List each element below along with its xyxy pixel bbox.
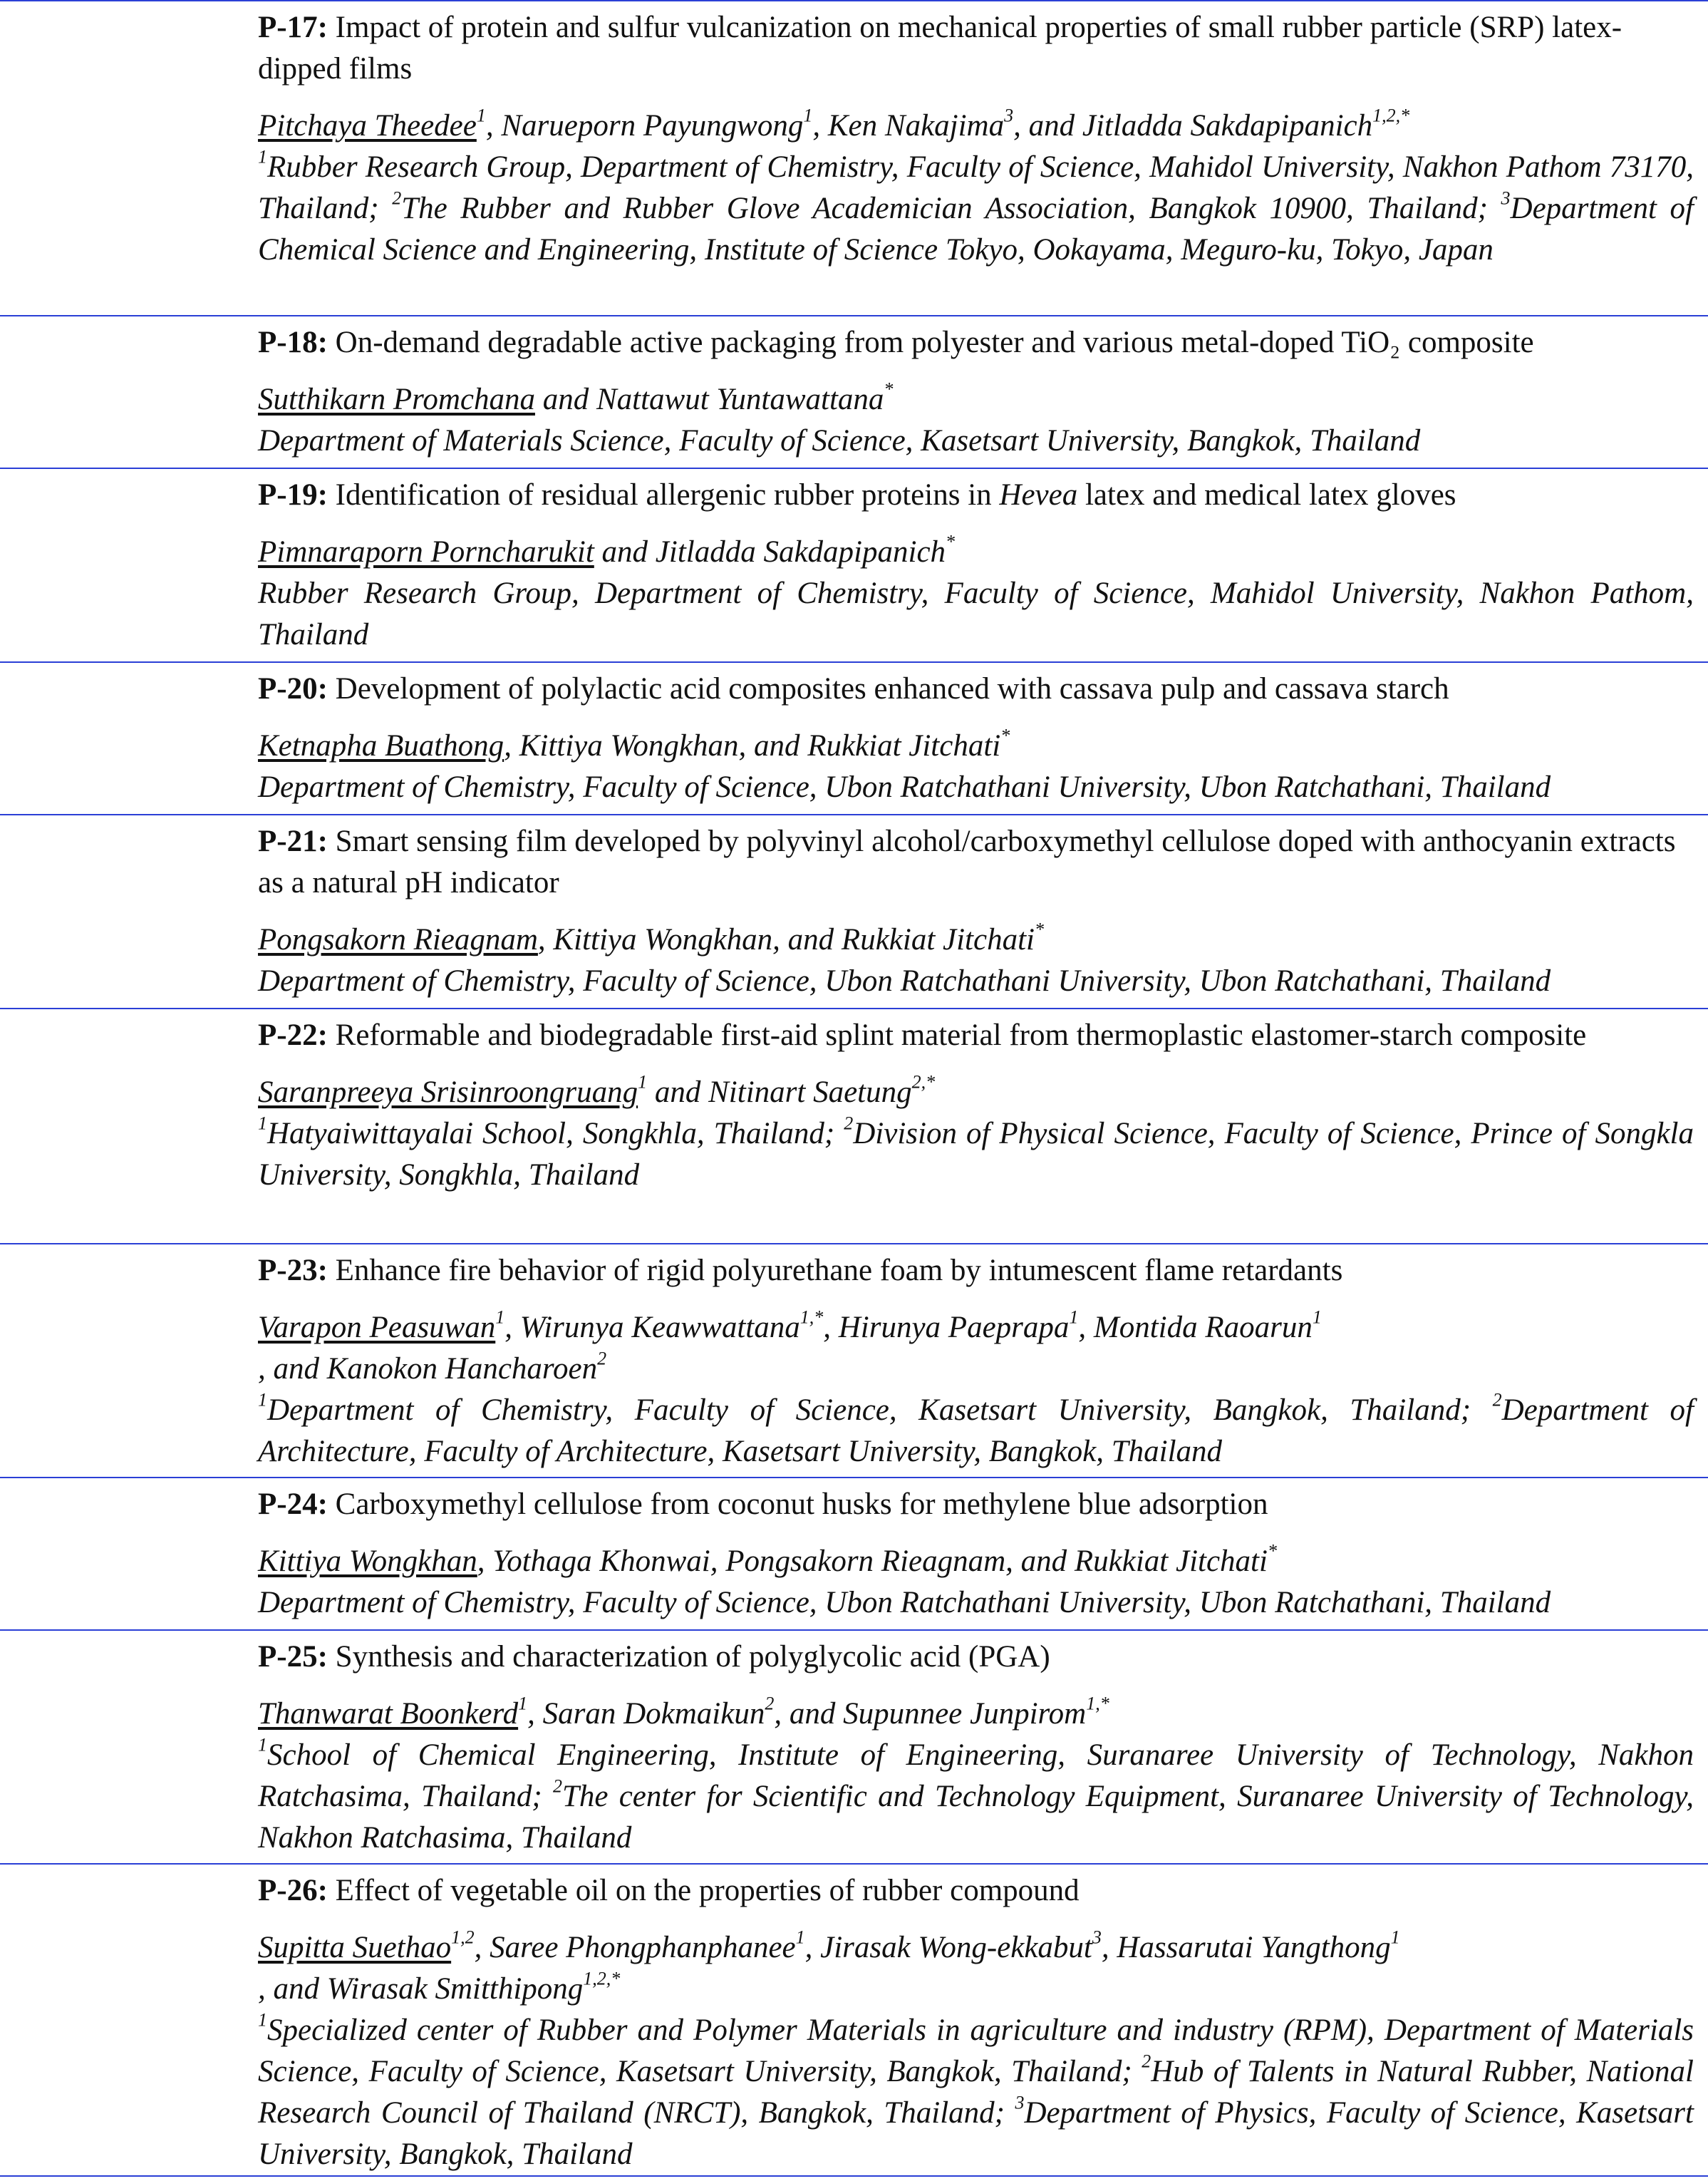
author-list: Saranpreeya Srisinroongruang$^1$ and Nitinart Saetung$^{2,*}$ [258, 1071, 936, 1109]
poster-title: P-18: On-demand degradable active packaging from polyester and various metal-doped TiO₂ composite [258, 326, 1534, 359]
poster-code: P-26: [258, 1874, 328, 1907]
poster-entry [0, 468, 1708, 661]
presenting-author: Pongsakorn Rieagnam [258, 923, 538, 957]
poster-code: P-17: [258, 11, 328, 44]
author-list: Sutthikarn Promchana and Nattawut Yuntawattana* [258, 378, 894, 416]
affiliation: $^1$School of Chemical Engineering, Institute of Engineering, Suranaree University of Technology, Nakhon Ratchasima, Thailand; $^2$The center for Scientific and Technology Equipment, Suranaree University of Technology, Nakhon Ratchasima, Thailand [258, 1734, 1694, 1855]
presenting-author: Ketnapha Buathong [258, 729, 504, 763]
author-list: Pongsakorn Rieagnam, Kittiya Wongkhan, and Rukkiat Jitchati* [258, 919, 1044, 957]
poster-entry [0, 1008, 1708, 1243]
presenting-author: Saranpreeya Srisinroongruang [258, 1076, 638, 1109]
poster-title: P-21: Smart sensing film developed by polyvinyl alcohol/carboxymethyl cellulose doped with anthocyanin extracts as a natural pH indicator [258, 825, 1676, 899]
poster-code: P-21: [258, 825, 328, 858]
affiliation: $^1$Department of Chemistry, Faculty of Science, Kasetsart University, Bangkok, Thailand; $^2$Department of Architecture, Faculty of Architecture, Kasetsart University, Bangkok, Thailand [258, 1389, 1694, 1468]
poster-entry [0, 1477, 1708, 1629]
poster-entry [0, 315, 1708, 468]
poster-entry [0, 661, 1708, 814]
author-list: Supitta Suethao$^{1,2}$, Saree Phongphanphanee$^1$, Jirasak Wong-ekkabut$^3$, Hassarutai Yangthong$^1$ , and Wirasak Smitthipong$^{1,2,*}$ [258, 1927, 1400, 2006]
presenting-author: Supitta Suethao [258, 1931, 452, 1964]
poster-code: P-22: [258, 1019, 328, 1052]
poster-title: P-25: Synthesis and characterization of polyglycolic acid (PGA) [258, 1640, 1050, 1674]
poster-code: P-24: [258, 1487, 328, 1521]
poster-title: P-19: Identification of residual allergenic rubber proteins in Hevea latex and medical latex gloves [258, 478, 1456, 512]
author-list: Pimnaraporn Porncharukit and Jitladda Sakdapipanich* [258, 531, 956, 569]
poster-title: P-26: Effect of vegetable oil on the properties of rubber compound [258, 1874, 1080, 1907]
author-list: Varapon Peasuwan$^1$, Wirunya Keawwattana$^{1,*}$, Hirunya Paeprapa$^1$, Montida Raoarun$^1$ , and Kanokon Hancharoen$^2$ [258, 1306, 1322, 1386]
presenting-author: Pitchaya Theedee [258, 109, 477, 143]
poster-title: P-17: Impact of protein and sulfur vulcanization on mechanical properties of small rubber particle (SRP) latex-dipped films [258, 11, 1622, 86]
affiliation: $^1$Specialized center of Rubber and Polymer Materials in agriculture and industry (RPM), Department of Materials Science, Faculty of Science, Kasetsart University, Bangkok, Thailand; $^2$Hub of Talents in Natural Rubber, National Research Council of Thailand (NRCT), Bangkok, Thailand; $^3$Department of Physics, Faculty of Science, Kasetsart University, Bangkok, Thailand [258, 2009, 1694, 2171]
poster-code: P-20: [258, 672, 328, 706]
presenting-author: Kittiya Wongkhan [258, 1545, 477, 1578]
poster-code: P-25: [258, 1640, 328, 1674]
poster-entry [0, 1863, 1708, 2177]
author-list: Ketnapha Buathong, Kittiya Wongkhan, and Rukkiat Jitchati* [258, 725, 1010, 763]
presenting-author: Pimnaraporn Porncharukit [258, 535, 594, 569]
presenting-author: Sutthikarn Promchana [258, 383, 535, 416]
affiliation: Department of Materials Science, Faculty of Science, Kasetsart University, Bangkok, Thailand [258, 424, 1421, 458]
poster-entry [0, 0, 1708, 315]
poster-title: P-20: Development of polylactic acid composites enhanced with cassava pulp and cassava starch [258, 672, 1449, 706]
poster-code: P-19: [258, 478, 328, 512]
poster-title: P-24: Carboxymethyl cellulose from coconut husks for methylene blue adsorption [258, 1487, 1268, 1521]
affiliation: $^1$Rubber Research Group, Department of Chemistry, Faculty of Science, Mahidol University, Nakhon Pathom 73170, Thailand; $^2$The Rubber and Rubber Glove Academician Association, Bangkok 10900, Thailand; $^3$Department of Chemical Science and Engineering, Institute of Science Tokyo, Ookayama, Meguro-ku, Tokyo, Japan [258, 146, 1694, 267]
poster-title: P-22: Reformable and biodegradable first-aid splint material from thermoplastic elastomer-starch composite [258, 1019, 1587, 1052]
poster-entry [0, 814, 1708, 1008]
presenting-author: Varapon Peasuwan [258, 1311, 496, 1344]
poster-code: P-18: [258, 326, 328, 359]
poster-entry [0, 1629, 1708, 1863]
poster-code: P-23: [258, 1254, 328, 1287]
affiliation: Department of Chemistry, Faculty of Science, Ubon Ratchathani University, Ubon Ratchathani, Thailand [258, 770, 1551, 804]
poster-title: P-23: Enhance fire behavior of rigid polyurethane foam by intumescent flame retardants [258, 1254, 1343, 1287]
presenting-author: Thanwarat Boonkerd [258, 1697, 519, 1731]
affiliation: Department of Chemistry, Faculty of Science, Ubon Ratchathani University, Ubon Ratchathani, Thailand [258, 1586, 1551, 1619]
affiliation: Rubber Research Group, Department of Chemistry, Faculty of Science, Mahidol University, Nakhon Pathom, Thailand [258, 577, 1694, 651]
affiliation: Department of Chemistry, Faculty of Science, Ubon Ratchathani University, Ubon Ratchathani, Thailand [258, 964, 1551, 998]
author-list: Thanwarat Boonkerd$^1$, Saran Dokmaikun$^2$, and Supunnee Junpirom$^{1,*}$ [258, 1693, 1109, 1731]
poster-entry [0, 1243, 1708, 1477]
author-list: Kittiya Wongkhan, Yothaga Khonwai, Pongsakorn Rieagnam, and Rukkiat Jitchati* [258, 1540, 1277, 1578]
author-list: Pitchaya Theedee$^1$, Narueporn Payungwong$^1$, Ken Nakajima$^3$, and Jitladda Sakdapipanich$^{1,2,*}$ [258, 105, 1410, 143]
affiliation: $^1$Hatyaiwittayalai School, Songkhla, Thailand; $^2$Division of Physical Science, Faculty of Science, Prince of Songkla University, Songkhla, Thailand [258, 1113, 1694, 1192]
